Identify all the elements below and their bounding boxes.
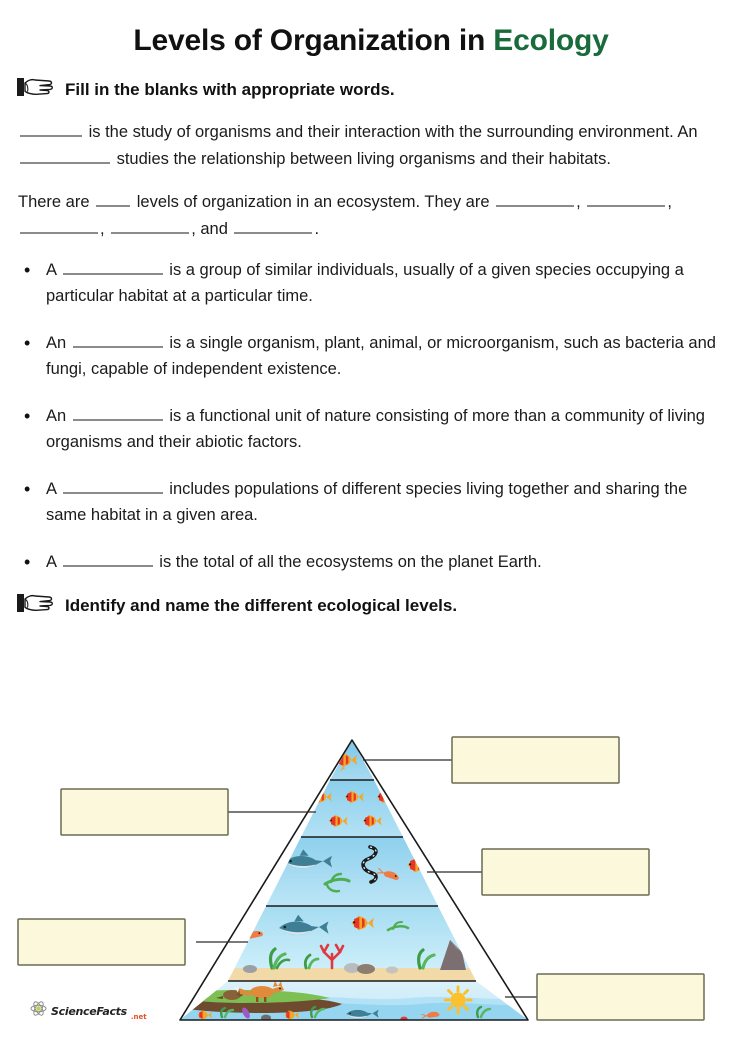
list-item [20,403,742,455]
blank-p2-1[interactable] [496,192,574,208]
blank-bullet-2[interactable] [73,332,163,348]
logo-name: ScienceFacts [51,1004,127,1018]
list-item [20,330,742,382]
answer-box-1[interactable] [452,737,619,783]
pyramid-tier-3 [260,837,450,909]
list-item-text [46,330,742,382]
bullet-marker: • [24,333,31,353]
pointing-hand-icon [16,592,56,619]
list-item-rest: is a functional unit of nature consisting of more than a community of living organisms and their abiotic factors. [46,407,705,452]
bullet-marker: • [24,479,31,500]
list-item-text [46,257,742,309]
list-item-lead: A [46,260,57,279]
answer-box-5[interactable] [537,974,704,1020]
list-item-lead: An [46,334,67,352]
instruction-row-1 [0,76,742,103]
pyramid-tier-4 [220,906,490,982]
blank-bullet-1[interactable] [63,259,163,275]
fill-blank-paragraph-1 [0,119,742,172]
blank-p2-3[interactable] [20,218,98,234]
list-item-text [46,476,742,528]
definitions-list [0,257,742,576]
list-item-rest: is a single organism, plant, animal, or microorganism, such as bacteria and fungi, capable of independent existence. [46,334,716,379]
list-item [20,476,742,528]
paragraph-2-text-b: levels of organization in an ecosystem. They are [136,193,490,212]
fill-blank-paragraph-2 [0,189,742,242]
list-item-rest: includes populations of different species living together and sharing the same habitat in a given area. [46,480,688,525]
list-item-lead: A [46,553,57,572]
paragraph-1-text-a: is the study of organisms and their interaction with the surrounding environment. An [88,123,698,141]
paragraph-2-text-a: There are [18,193,90,212]
bullet-marker: • [24,552,31,573]
blank-bullet-3[interactable] [73,405,163,421]
pyramid-tier-1 [300,740,410,782]
page-title-accent: Ecology [493,24,609,57]
blank-p2-5[interactable] [234,218,312,234]
bullet-marker: • [24,406,31,427]
site-logo [30,1000,147,1022]
list-item [20,257,742,309]
instruction-row-2 [0,592,742,619]
list-item-rest: is the total of all the ecosystems on the planet Earth. [159,553,542,572]
blank-bullet-4[interactable] [63,479,163,495]
answer-box-4[interactable] [18,919,185,965]
blank-p1-1[interactable] [20,121,82,137]
pointing-hand-icon [16,76,56,103]
answer-box-2[interactable] [61,789,228,835]
page-title-main: Levels of Organization in [133,24,494,57]
blank-p2-2[interactable] [587,192,665,208]
blank-p2-count[interactable] [96,192,130,208]
page-title [0,0,742,58]
list-item-text [46,549,742,575]
blank-bullet-5[interactable] [63,552,153,568]
blank-p2-4[interactable] [111,218,189,234]
bullet-marker: • [24,259,31,280]
paragraph-2-and: , and [191,220,228,239]
paragraph-2-comma-3: , [100,220,105,239]
list-item [20,549,742,575]
logo-tld: .net [130,1013,147,1021]
answer-box-3[interactable] [482,849,649,895]
blank-p1-2[interactable] [20,148,110,164]
paragraph-2-comma-2: , [667,193,672,212]
list-item-text [46,403,742,455]
instruction-label-2: Identify and name the different ecological levels. [65,595,458,615]
list-item-rest: is a group of similar individuals, usually of a given species occupying a particular habitat at a particular time. [46,260,684,305]
paragraph-2-comma-1: , [576,193,581,212]
atom-icon [30,1000,47,1022]
instruction-label-1: Fill in the blanks with appropriate words. [65,79,395,99]
list-item-lead: An [46,407,67,426]
paragraph-2-period: . [314,220,320,239]
paragraph-1-text-b: studies the relationship between living organisms and their habitats. [116,149,611,168]
list-item-lead: A [46,480,57,499]
